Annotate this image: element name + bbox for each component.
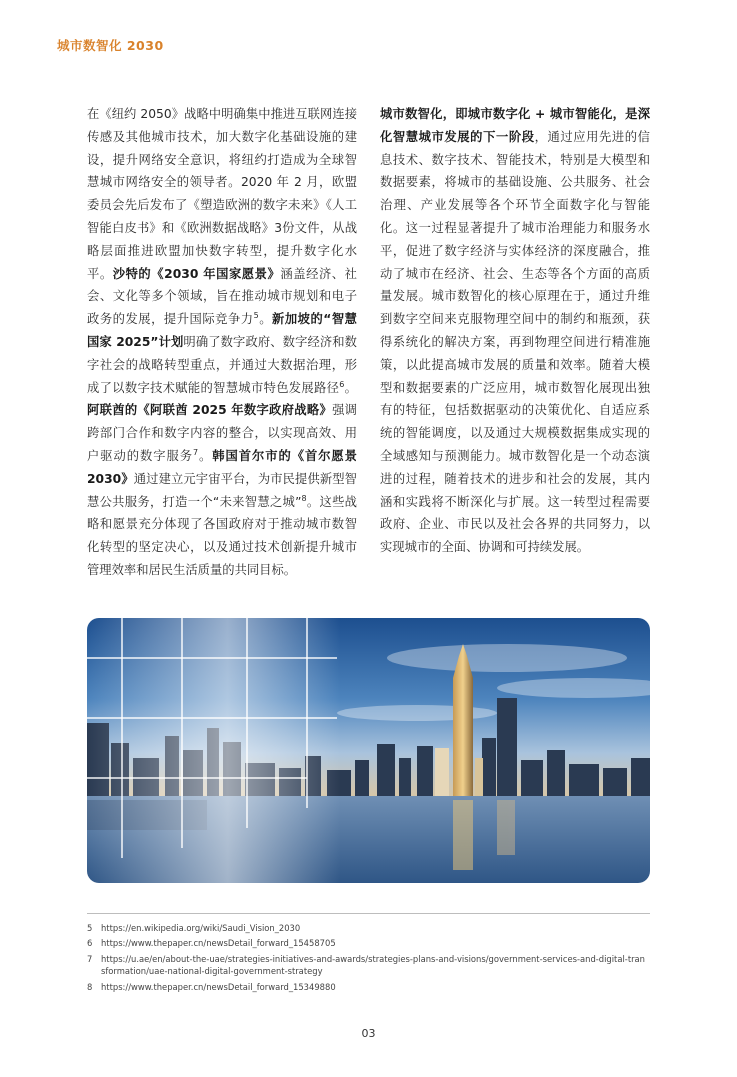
text-run: 。 bbox=[198, 448, 213, 463]
text-run: 通过建立元宇宙平台，为市民提供新型智慧公共服务，打造一个“未来智慧之城” bbox=[87, 471, 357, 509]
bold-run-singapore: 新加坡的“智慧国家 2025”计划 bbox=[87, 312, 357, 349]
text-run: ，通过应用先进的信息技术、数字技术、智能技术，特别是大模型和数据要素，将城市的基础设施、公共服务、社会治理、产业发展等各个环节全面数字化与智能化。这一过程显著提升了城市治理能力和服务水平，促进了数字经济与实体经济的深度融合，推动了城市在经济、社会、生态等各个方面的高质量发展。城市数智化的核心原理在于，通过升维到数字空间来克服物理空间中的制约和瓶颈，获得系统化的解决方案，再到物理空间进行精准施策，以此提高城市发展的质量和效率。随着大模型和数据要素的广泛应用，城市数智化展现出独有的特征，包括数据驱动的决策优化、自适应系统的智能调度，以及通过大规模数据集成实现的全域感知与预测能力。城市数智化是一个动态演进的过程，随着技术的进步和社会的发展，其内涵和实践将不断深化与扩展。这一转型过程需要政府、企业、市民以及社会各界的共同努力，以实现城市的全面、协调和可持续发展。 bbox=[380, 129, 650, 555]
text-run: 。这些战略和愿景充分体现了各国政府对于推动城市数智化转型的坚定决心，以及通过技术创新提升城市管理效率和居民生活质量的共同目标。 bbox=[87, 494, 357, 577]
footnote-number: 8 bbox=[87, 981, 93, 992]
footnote-ref-7[interactable]: 7 bbox=[192, 447, 199, 457]
text-run: 强调跨部门合作和数字内容的整合，以实现高效、用户驱动的数字服务 bbox=[87, 403, 357, 463]
text-run: 涵盖经济、社会、文化等多个领域，旨在推动城市规划和电子政务的发展，提升国际竞争力 bbox=[87, 266, 357, 327]
footnote-link[interactable]: https://www.thepaper.cn/newsDetail_forward_15458705 bbox=[101, 938, 336, 949]
page-number: 03 bbox=[361, 1027, 376, 1040]
footnotes bbox=[87, 922, 647, 996]
footnote-divider bbox=[87, 913, 650, 914]
footnote-number: 6 bbox=[87, 938, 93, 949]
bold-run-saudi: 沙特的《2030 年国家愿景》 bbox=[112, 266, 281, 281]
footnote-link[interactable]: https://u.ae/en/about-the-uae/strategies-initiatives-and-awards/strategies-plans-and-visions/government-services-and-digital-transformation/uae-national-digital-government-strategy bbox=[101, 953, 645, 977]
text-run: 。 bbox=[344, 380, 357, 395]
footnote-item bbox=[87, 937, 647, 949]
footnote-item bbox=[87, 953, 647, 978]
footnote-ref-6[interactable]: 6 bbox=[339, 379, 345, 389]
bold-run-definition: 城市数智化，即城市数字化 + 城市智能化，是深化智慧城市发展的下一阶段 bbox=[380, 107, 650, 144]
footnote-number: 7 bbox=[87, 953, 93, 964]
skyline-illustration bbox=[87, 618, 650, 883]
text-run: 。 bbox=[258, 312, 273, 327]
footnote-item bbox=[87, 922, 647, 934]
left-text-column bbox=[87, 103, 357, 582]
city-skyline-photo bbox=[87, 618, 650, 883]
footnote-link[interactable]: https://en.wikipedia.org/wiki/Saudi_Vision_2030 bbox=[101, 923, 301, 933]
running-header: 城市数智化 2030 bbox=[57, 38, 164, 53]
text-run: 在《纽约 2050》战略中明确集中推进互联网连接传感及其他城市技术，加大数字化基础设施的建设，提升网络安全意识，将纽约打造成为全球智慧城市网络安全的领导者。2020 年 2 月，欧盟委员会先后发布了《塑造欧洲的数字未来》《人工智能白皮书》和《欧洲数据战略》3份文件，从战略层面推进欧盟加快数字转型，提升数字化水平。 bbox=[87, 107, 357, 281]
bold-run-uae: 阿联酋的《阿联酋 2025 年数字政府战略》 bbox=[87, 403, 333, 418]
right-text-column bbox=[380, 103, 650, 559]
footnote-ref-8[interactable]: 8 bbox=[301, 493, 307, 503]
footnote-number: 5 bbox=[87, 923, 93, 933]
text-run: 明确了数字政府、数字经济和数字社会的战略转型重点，并通过大数据治理，形成了以数字技术赋能的智慧城市特色发展路径 bbox=[87, 334, 357, 395]
footnote-item bbox=[87, 981, 647, 993]
footnote-link[interactable]: https://www.thepaper.cn/newsDetail_forward_15349880 bbox=[101, 981, 336, 992]
footnote-ref-5[interactable]: 5 bbox=[253, 311, 259, 321]
bold-run-seoul: 韩国首尔市的《首尔愿景 2030》 bbox=[87, 448, 357, 486]
